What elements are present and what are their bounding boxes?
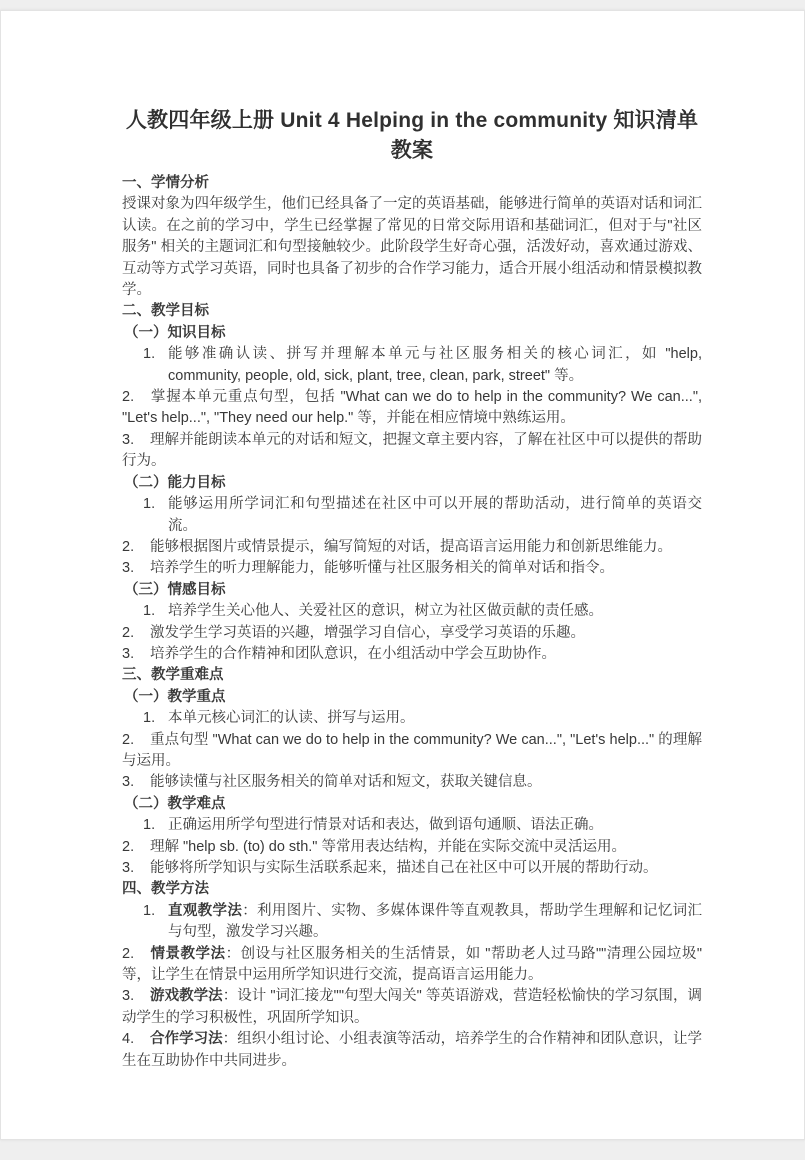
list-item xyxy=(122,644,702,665)
list-item-number: 1. xyxy=(143,902,156,919)
list-item-text xyxy=(168,901,702,944)
list-item-number: 2. xyxy=(122,624,135,641)
list-item-number: 3. xyxy=(122,860,135,876)
list-item-body: ：利用图片、实物、多媒体课件等直观教具，帮助学生理解和记忆词汇与句型，激发学习兴趣。 xyxy=(168,902,703,941)
section-heading: 二、教学目标 xyxy=(122,303,209,320)
section-heading: 一、学情分析 xyxy=(122,175,209,191)
method-name: 直观教学法 xyxy=(168,902,243,919)
list-item-number: 1. xyxy=(143,496,156,513)
list-item-text xyxy=(122,389,702,426)
list-item-body: 能够读懂与社区服务相关的简单对话和短文，获取关键信息。 xyxy=(150,774,542,791)
list-item-text xyxy=(122,732,702,769)
list-item-text xyxy=(122,432,702,469)
list-item xyxy=(122,387,702,430)
list-item-number: 2. xyxy=(122,731,135,748)
list-item xyxy=(122,430,702,473)
subsection-heading: （三）情感目标 xyxy=(124,581,226,598)
list-item-body: 理解并能朗读本单元的对话和短文，把握文章主要内容，了解在社区中可以提供的帮助行为。 xyxy=(122,431,702,470)
list-item-text xyxy=(122,988,702,1025)
list-item xyxy=(143,708,702,729)
list-item xyxy=(143,494,702,537)
list-item xyxy=(122,837,702,858)
list-item-body: 培养学生关心他人、关爱社区的意识，树立为社区做贡献的责任感。 xyxy=(168,603,603,620)
list-item-number: 3. xyxy=(122,645,135,662)
list-item-body: 理解 "help sb. (to) do sth." 等常用表达结构，并能在实际交流中灵活运用。 xyxy=(150,838,626,855)
list-item-body: 能够运用所学词汇和句型描述在社区中可以开展的帮助活动，进行简单的英语交流。 xyxy=(168,496,702,534)
list-item xyxy=(122,558,702,579)
list-item-text xyxy=(168,815,702,836)
list-item-body: 激发学生学习英语的兴趣，增强学习自信心，享受学习英语的乐趣。 xyxy=(150,624,585,641)
list-item-body: ：组织小组讨论、小组表演等活动，培养学生的合作精神和团队意识，让学生在互助协作中共同进步。 xyxy=(122,1031,703,1069)
list-item-text xyxy=(150,560,614,576)
list-item xyxy=(122,944,702,987)
list-item-text xyxy=(150,539,672,555)
list-item-number: 2. xyxy=(122,945,135,962)
list-item-text xyxy=(150,774,542,790)
list-item-body: 掌握本单元重点句型，包括 "What can we do to help in the community? We can...", "Let's help...", "They need our help." 等，并能在相应情境中熟练运用。 xyxy=(122,389,702,427)
document-title: 人教四年级上册 Unit 4 Helping in the community 知识清单教案 xyxy=(125,109,699,162)
subsection-heading: （一）知识目标 xyxy=(124,324,226,341)
list-item-number: 1. xyxy=(143,346,156,363)
list-item-text xyxy=(150,646,556,662)
list-item xyxy=(122,986,702,1029)
list-item-number: 1. xyxy=(143,603,156,620)
list-item xyxy=(122,1029,702,1072)
document-viewer xyxy=(0,10,805,1160)
list-item-number: 3. xyxy=(122,774,135,791)
list-item-number: 2. xyxy=(122,538,135,555)
method-name: 游戏教学法 xyxy=(150,988,223,1005)
list-item-body: 正确运用所学句型进行情景对话和表达，做到语句通顺、语法正确。 xyxy=(168,817,603,834)
list-item-body: 培养学生的听力理解能力，能够听懂与社区服务相关的简单对话和指令。 xyxy=(150,560,614,577)
list-item-number: 2. xyxy=(122,838,135,855)
section-heading: 三、教学重难点 xyxy=(122,667,224,684)
subsection-heading: （二）能力目标 xyxy=(124,474,226,491)
section-heading: 四、教学方法 xyxy=(122,881,209,898)
subsection-heading: （二）教学难点 xyxy=(124,795,226,812)
list-item-body: 能够准确认读、拼写并理解本单元与社区服务相关的核心词汇，如 "help, community, people, old, sick, plant, tree, clean, park, street" 等。 xyxy=(168,346,702,384)
list-item-body: 能够将所学知识与实际生活联系起来，描述自己在社区中可以开展的帮助行动。 xyxy=(150,860,658,876)
list-item-text xyxy=(150,860,658,876)
list-item xyxy=(122,772,702,793)
list-item-body: 培养学生的合作精神和团队意识，在小组活动中学会互助协作。 xyxy=(150,645,556,662)
list-item-number: 3. xyxy=(122,431,135,448)
list-item xyxy=(143,901,702,944)
list-item-number: 1. xyxy=(143,710,156,727)
list-item-text xyxy=(168,494,702,537)
paragraph: 授课对象为四年级学生，他们已经具备了一定的英语基础，能够进行简单的英语对话和词汇认读。在之前的学习中，学生已经掌握了常见的日常交际用语和基础词汇，但对于与"社区服务" 相关的主题词汇和句型接触较少。此阶段学生好奇心强，活泼好动，喜欢通过游戏、互动等方式学习英语，同时也具备了初步的合作学习能力，适合开展小组活动和情景模拟教学。 xyxy=(122,196,702,299)
page xyxy=(0,10,805,1140)
list-item xyxy=(122,730,702,773)
list-item-text xyxy=(150,839,626,855)
list-item-text xyxy=(168,601,702,622)
list-item-text xyxy=(168,344,702,387)
list-item-number: 1. xyxy=(143,817,156,834)
list-item-number: 3. xyxy=(122,988,135,1005)
list-item-number: 2. xyxy=(122,389,135,406)
list-item-body: 本单元核心词汇的认读、拼写与运用。 xyxy=(168,710,415,727)
subsection-heading: （一）教学重点 xyxy=(124,688,226,705)
list-item xyxy=(122,858,702,879)
list-item-text xyxy=(122,946,702,983)
list-item xyxy=(143,601,702,622)
list-item-body: 能够根据图片或情景提示，编写简短的对话，提高语言运用能力和创新思维能力。 xyxy=(150,538,672,555)
list-item-text xyxy=(150,625,585,641)
list-item xyxy=(122,623,702,644)
method-name: 合作学习法 xyxy=(150,1031,223,1048)
list-item-text xyxy=(122,1031,702,1068)
document-body xyxy=(122,173,702,1072)
list-item-text xyxy=(168,708,702,729)
list-item xyxy=(122,537,702,558)
list-item-body: 重点句型 "What can we do to help in the community? We can...", "Let's help..." 的理解与运用。 xyxy=(122,731,702,769)
list-item xyxy=(143,815,702,836)
list-item-number: 4. xyxy=(122,1031,135,1048)
list-item-body: ：创设与社区服务相关的生活情景，如 "帮助老人过马路""清理公园垃圾" 等，让学生在情景中运用所学知识进行交流，提高语言运用能力。 xyxy=(122,945,702,984)
list-item-number: 3. xyxy=(122,560,135,577)
list-item xyxy=(143,344,702,387)
list-item-body: ：设计 "词汇接龙""句型大闯关" 等英语游戏，营造轻松愉快的学习氛围，调动学生的学习积极性，巩固所学知识。 xyxy=(122,988,702,1026)
method-name: 情景教学法 xyxy=(150,945,226,962)
